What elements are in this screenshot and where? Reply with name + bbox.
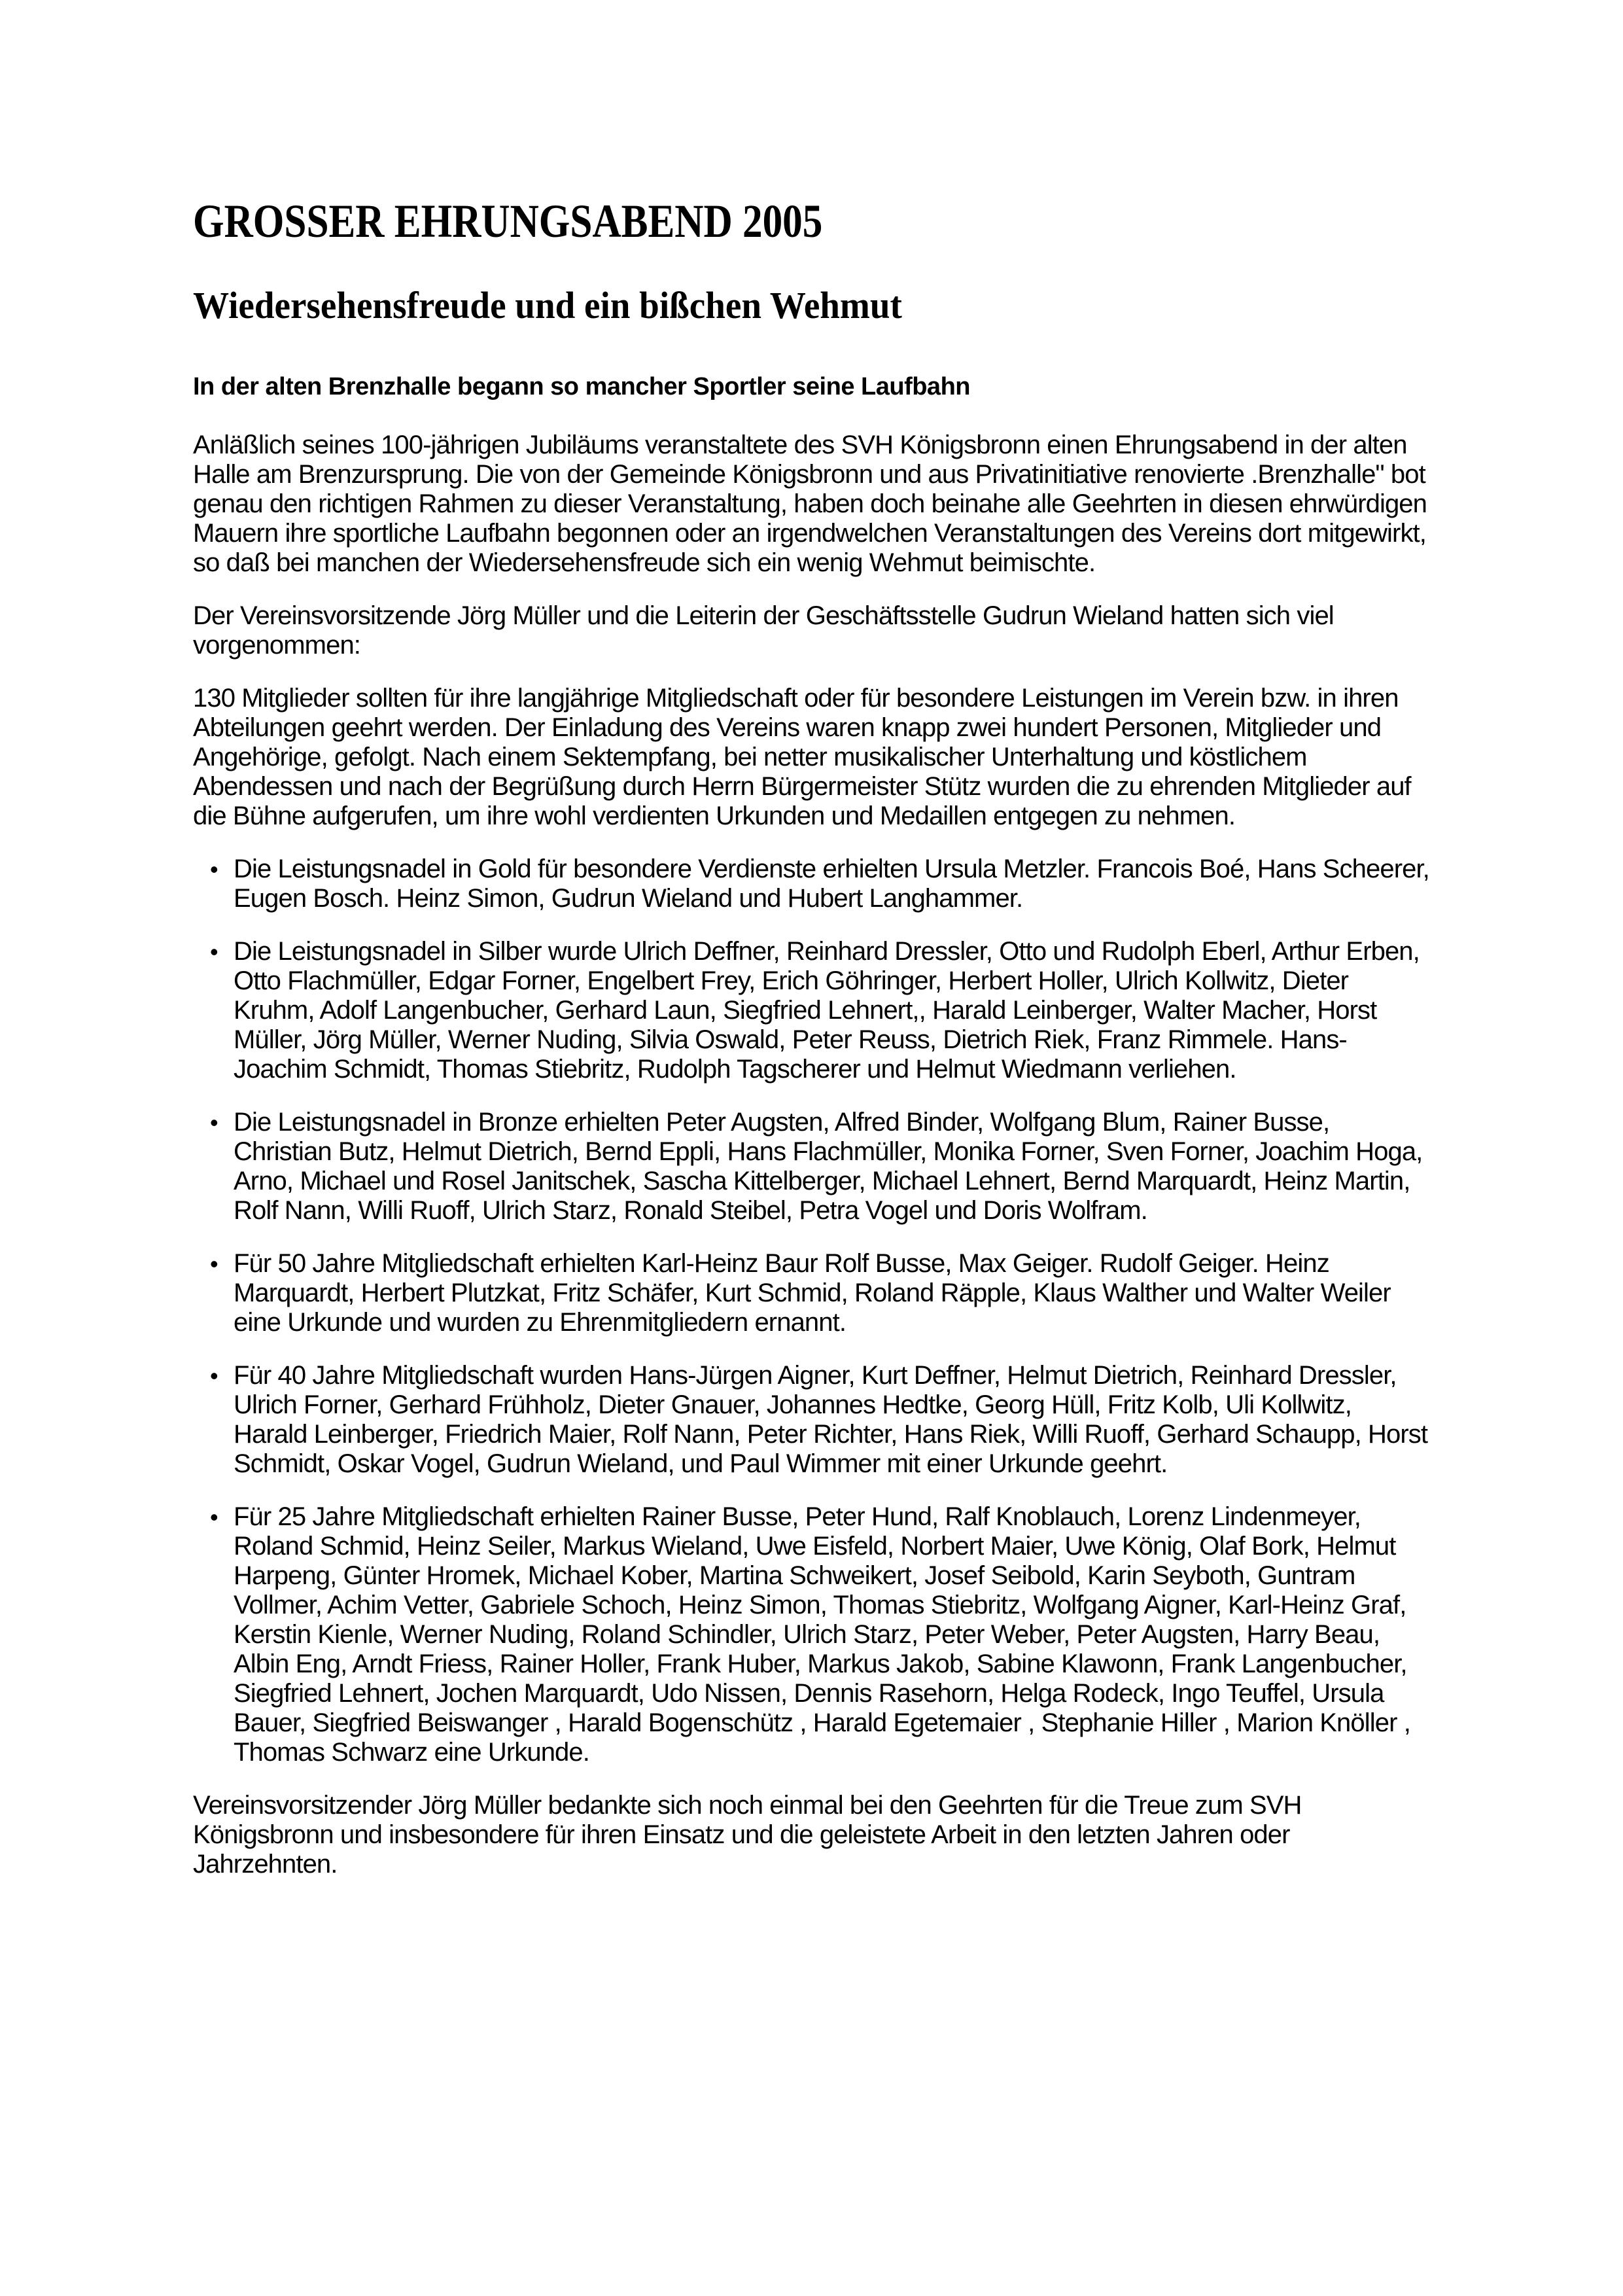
bullet-icon: • <box>210 938 218 965</box>
list-item-text: Die Leistungsnadel in Bronze erhielten Peter Augsten, Alfred Binder, Wolfgang Blum, Rainer Busse, Christian Butz, Helmut Dietrich, Bernd Eppli, Hans Flachmüller, Monika Forner, Sven Forner, Joachim Hoga, Arno, Michael und Rosel Janitschek, Sascha Kittelberger, Michael Lehnert, Bernd Marquardt, Heinz Martin, Rolf Nann, Willi Ruoff, Ulrich Starz, Ronald Steibel, Petra Vogel und Doris Wolfram. <box>234 1108 1423 1225</box>
page-subtitle-text: Wiedersehensfreude und ein bißchen Wehmut <box>193 284 902 327</box>
list-item-text: Für 50 Jahre Mitgliedschaft erhielten Karl-Heinz Baur Rolf Busse, Max Geiger. Rudolf Geiger. Heinz Marquardt, Herbert Plutzkat, Fritz Schäfer, Kurt Schmid, Roland Räpple, Klaus Walther und Walter Weiler eine Urkunde und wurden zu Ehrenmitgliedern ernannt. <box>234 1249 1391 1337</box>
page-title-text: GROSSER EHRUNGSABEND 2005 <box>193 195 823 247</box>
list-item-text: Für 25 Jahre Mitgliedschaft erhielten Rainer Busse, Peter Hund, Ralf Knoblauch, Lorenz Lindenmeyer, Roland Schmid, Heinz Seiler, Markus Wieland, Uwe Eisfeld, Norbert Maier, Uwe König, Olaf Bork, Helmut Harpeng, Günter Hromek, Michael Kober, Martina Schweikert, Josef Seibold, Karin Seyboth, Guntram Vollmer, Achim Vetter, Gabriele Schoch, Heinz Simon, Thomas Stiebritz, Wolfgang Aigner, Karl-Heinz Graf, Kerstin Kienle, Werner Nuding, Roland Schindler, Ulrich Starz, Peter Weber, Peter Augsten, Harry Beau, Albin Eng, Arndt Friess, Rainer Holler, Frank Huber, Markus Jakob, Sabine Klawonn, Frank Langenbucher, Siegfried Lehnert, Jochen Marquardt, Udo Nissen, Dennis Rasehorn, Helga Rodeck, Ingo Teuffel, Ursula Bauer, Siegfried Beiswanger , Harald Bogenschütz , Harald Egetemaier , Stephanie Hiller , Marion Knöller , Thomas Schwarz eine Urkunde. <box>234 1502 1410 1767</box>
page-subtitle <box>193 284 1430 327</box>
list-item-50-jahre <box>210 1249 1430 1337</box>
list-item-40-jahre <box>210 1361 1430 1479</box>
closing-paragraph: Vereinsvorsitzender Jörg Müller bedankte sich noch einmal bei den Geehrten für die Treue zum SVH Königsbronn und insbesondere für ihren Einsatz und die geleistete Arbeit in den letzten Jahren oder Jahrzehnten. <box>193 1791 1302 1879</box>
page-title <box>193 195 1430 247</box>
bullet-icon: • <box>210 1250 218 1277</box>
list-item-bronze <box>210 1108 1430 1226</box>
list-item-text: Die Leistungsnadel in Silber wurde Ulrich Deffner, Reinhard Dressler, Otto und Rudolph Eberl, Arthur Erben, Otto Flachmüller, Edgar Forner, Engelbert Frey, Erich Göhringer, Herbert Holler, Ulrich Kollwitz, Dieter Kruhm, Adolf Langenbucher, Gerhard Laun, Siegfried Lehnert,, Harald Leinberger, Walter Macher, Horst Müller, Jörg Müller, Werner Nuding, Silvia Oswald, Peter Reuss, Dietrich Riek, Franz Rimmele. Hans-Joachim Schmidt, Thomas Stiebritz, Rudolph Tagscherer und Helmut Wiedmann verliehen. <box>234 937 1420 1084</box>
bullet-icon: • <box>210 1362 218 1389</box>
bullet-icon: • <box>210 1504 218 1530</box>
list-item-text: Die Leistungsnadel in Gold für besondere Verdienste erhielten Ursula Metzler. Francois Boé, Hans Scheerer, Eugen Bosch. Heinz Simon, Gudrun Wieland und Hubert Langhammer. <box>234 855 1429 913</box>
list-item-text: Für 40 Jahre Mitgliedschaft wurden Hans-Jürgen Aigner, Kurt Deffner, Helmut Dietrich, Reinhard Dressler, Ulrich Forner, Gerhard Frühholz, Dieter Gnauer, Johannes Hedtke, Georg Hüll, Fritz Kolb, Uli Kollwitz, Harald Leinberger, Friedrich Maier, Rolf Nann, Peter Richter, Hans Riek, Willi Ruoff, Gerhard Schaupp, Horst Schmidt, Oskar Vogel, Gudrun Wieland, und Paul Wimmer mit einer Urkunde geehrt. <box>234 1361 1428 1478</box>
list-item-gold <box>210 855 1430 913</box>
section-heading: In der alten Brenzhalle begann so mancher Sportler seine Laufbahn <box>193 373 970 400</box>
intro-paragraph-1: Anläßlich seines 100-jährigen Jubiläums veranstaltete des SVH Königsbronn einen Ehrungsabend in der alten Halle am Brenzursprung. Die von der Gemeinde Königsbronn und aus Privatinitiative renovierte .Brenzhalle" bot genau den richtigen Rahmen zu dieser Veranstaltung, haben doch beinahe alle Geehrten in diesen ehrwürdigen Mauern ihre sportliche Laufbahn begonnen oder an irgendwelchen Veranstaltungen des Vereins dort mitgewirkt, so daß bei manchen der Wiedersehensfreude sich ein wenig Wehmut beimischte. <box>193 431 1427 577</box>
intro-paragraph-3: 130 Mitglieder sollten für ihre langjährige Mitgliedschaft oder für besondere Leistungen im Verein bzw. in ihren Abteilungen geehrt werden. Der Einladung des Vereins waren knapp zwei hundert Personen, Mitglieder und Angehörige, gefolgt. Nach einem Sektempfang, bei netter musikalischer Unterhaltung und köstlichem Abendessen und nach der Begrüßung durch Herrn Bürgermeister Stütz wurden die zu ehrenden Mitglieder auf die Bühne aufgerufen, um ihre wohl verdienten Urkunden und Medaillen entgegen zu nehmen. <box>193 684 1411 830</box>
bullet-icon: • <box>210 856 218 883</box>
honors-list <box>193 855 1430 1767</box>
bullet-icon: • <box>210 1109 218 1136</box>
list-item-silber <box>210 937 1430 1084</box>
intro-paragraph-2: Der Vereinsvorsitzende Jörg Müller und die Leiterin der Geschäftsstelle Gudrun Wieland hatten sich viel vorgenommen: <box>193 601 1334 660</box>
list-item-25-jahre <box>210 1502 1430 1767</box>
